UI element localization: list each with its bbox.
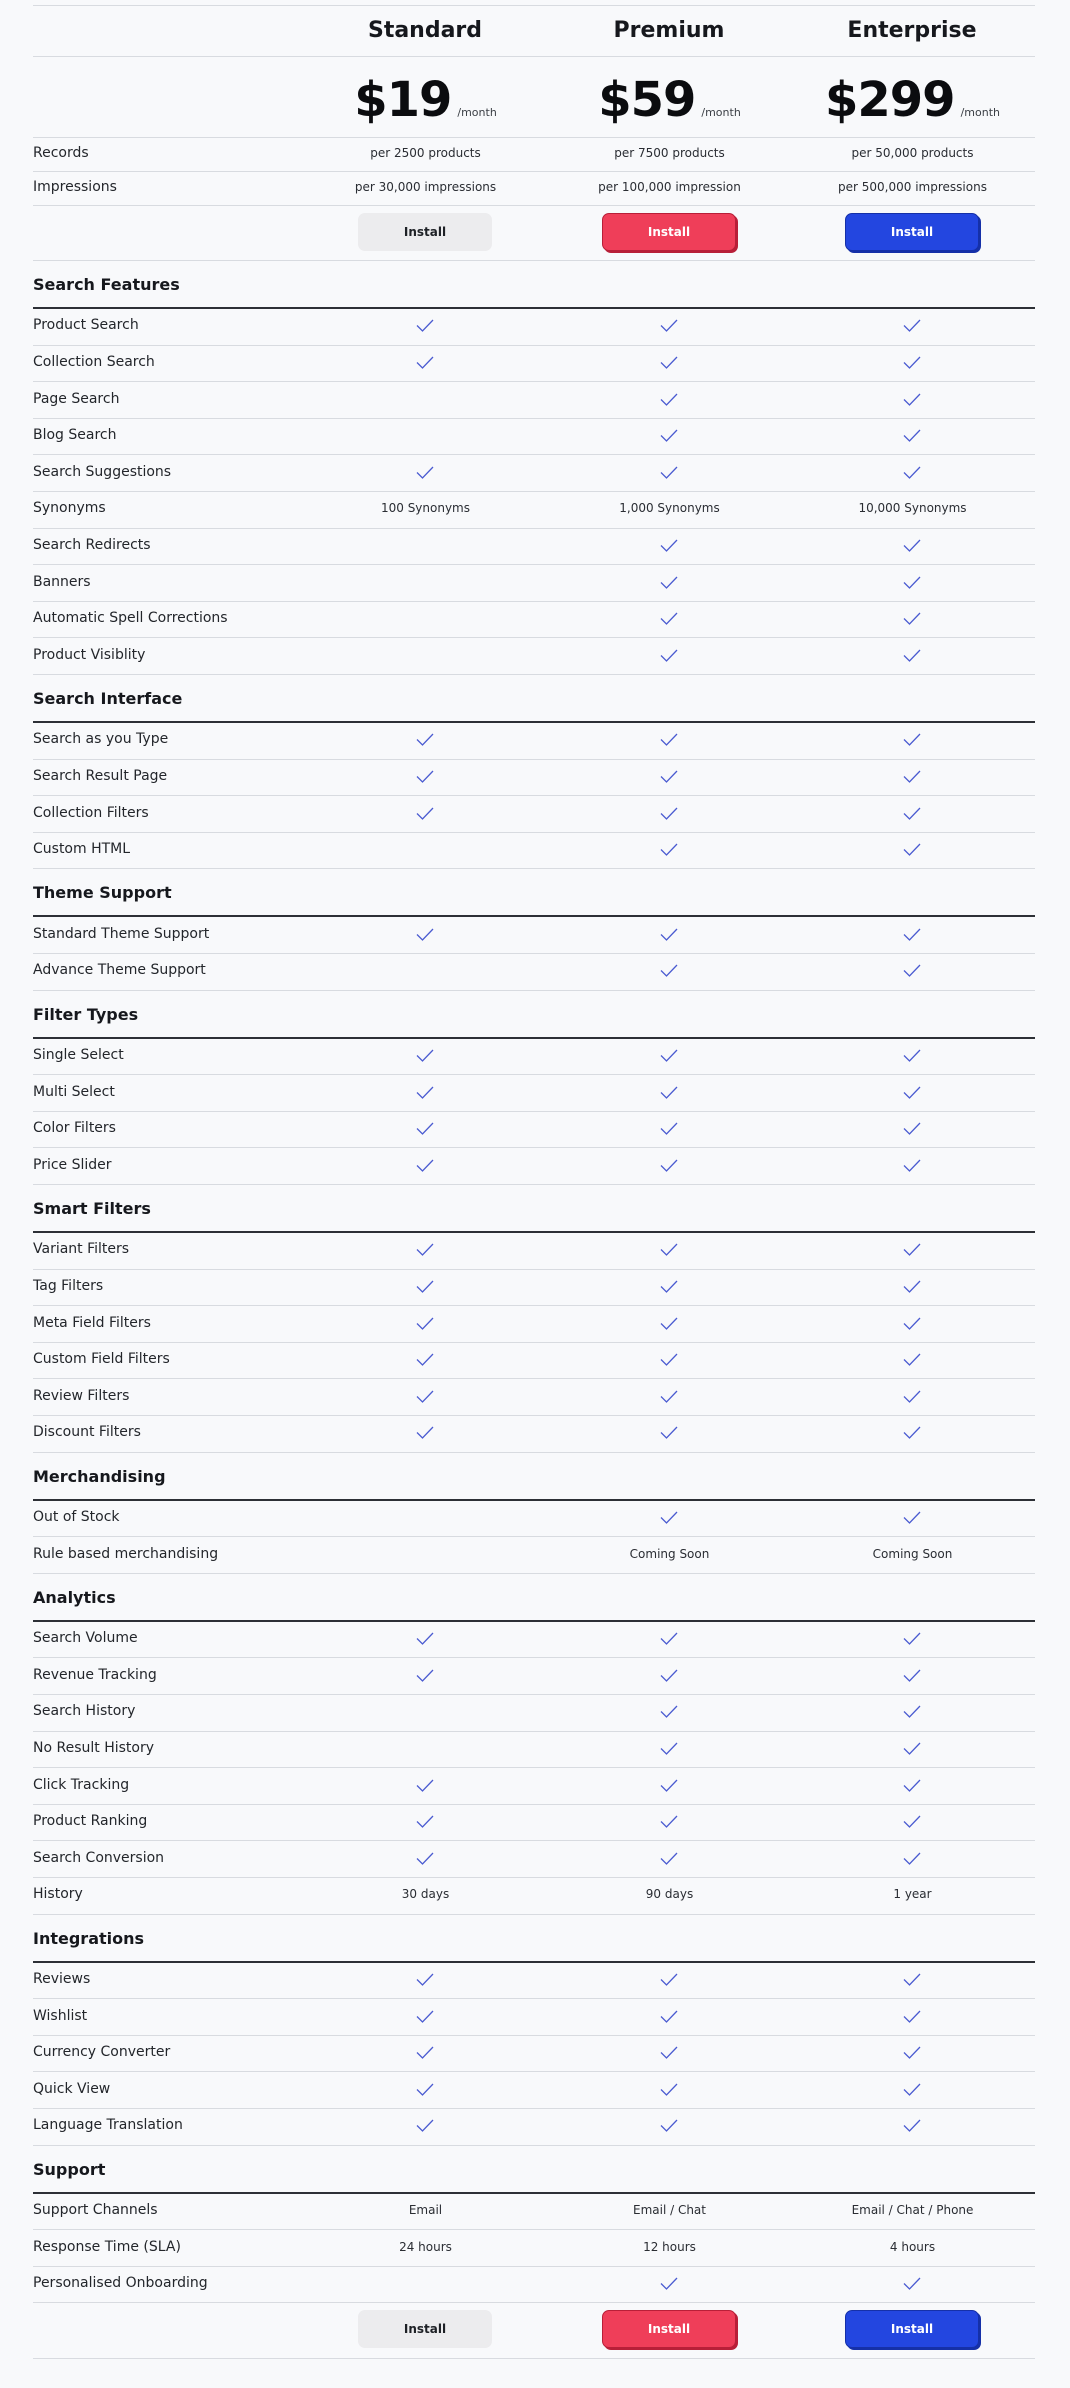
check-icon bbox=[660, 1705, 678, 1718]
row-divider bbox=[33, 2145, 1035, 2146]
feature-label: Color Filters bbox=[33, 1120, 116, 1137]
check-icon bbox=[903, 1669, 921, 1682]
check-icon bbox=[660, 393, 678, 406]
check-icon bbox=[903, 649, 921, 662]
row-divider bbox=[33, 953, 1035, 954]
row-divider bbox=[33, 1342, 1035, 1343]
row-divider bbox=[33, 990, 1035, 991]
check-icon bbox=[660, 964, 678, 977]
feature-value: Email bbox=[408, 2202, 443, 2217]
feature-value: 4 hours bbox=[889, 2239, 936, 2254]
check-icon bbox=[903, 1159, 921, 1172]
row-label: Records bbox=[33, 145, 89, 161]
check-icon bbox=[660, 2083, 678, 2096]
feature-label: Search History bbox=[33, 1703, 136, 1720]
check-icon bbox=[660, 1511, 678, 1524]
check-icon bbox=[903, 2010, 921, 2023]
section-title: Search Interface bbox=[33, 689, 183, 708]
feature-value: Email / Chat / Phone bbox=[851, 2202, 974, 2217]
plan-price bbox=[303, 72, 548, 128]
section-title: Support bbox=[33, 2159, 106, 2179]
check-icon bbox=[903, 612, 921, 625]
row-divider bbox=[33, 1914, 1035, 1915]
row-divider bbox=[33, 528, 1035, 529]
plan-impressions: per 100,000 impression bbox=[598, 180, 741, 194]
check-icon bbox=[660, 539, 678, 552]
check-icon bbox=[903, 770, 921, 783]
row-divider bbox=[33, 205, 1035, 206]
row-divider bbox=[33, 564, 1035, 565]
row-divider bbox=[33, 491, 1035, 492]
row-divider bbox=[33, 1536, 1035, 1537]
row-divider bbox=[33, 1573, 1035, 1574]
row-divider bbox=[33, 56, 1035, 57]
section-title: Analytics bbox=[33, 1587, 116, 1607]
row-divider bbox=[33, 1840, 1035, 1841]
price-period: /month bbox=[457, 106, 497, 119]
check-icon bbox=[660, 1632, 678, 1645]
check-icon bbox=[903, 466, 921, 479]
row-divider bbox=[33, 2071, 1035, 2072]
check-icon bbox=[903, 1632, 921, 1645]
price-amount: $19 bbox=[354, 72, 452, 128]
section-divider bbox=[33, 1499, 1035, 1501]
feature-label: Search Redirects bbox=[33, 536, 151, 553]
check-icon bbox=[416, 1426, 434, 1439]
feature-value: 30 days bbox=[401, 1887, 450, 1902]
check-icon bbox=[903, 1353, 921, 1366]
check-icon bbox=[903, 1049, 921, 1062]
check-icon bbox=[416, 770, 434, 783]
check-icon bbox=[903, 1426, 921, 1439]
check-icon bbox=[416, 1390, 434, 1403]
check-icon bbox=[660, 1122, 678, 1135]
check-icon bbox=[903, 964, 921, 977]
feature-label: Review Filters bbox=[33, 1387, 130, 1404]
check-icon bbox=[903, 393, 921, 406]
check-icon bbox=[903, 1973, 921, 1986]
check-icon bbox=[416, 1779, 434, 1792]
section-divider bbox=[33, 2192, 1035, 2194]
check-icon bbox=[903, 1742, 921, 1755]
feature-label: Product Visiblity bbox=[33, 646, 146, 663]
price-period: /month bbox=[701, 106, 741, 119]
check-icon bbox=[660, 770, 678, 783]
feature-label: Discount Filters bbox=[33, 1424, 141, 1441]
section-title: Search Features bbox=[33, 275, 180, 294]
row-divider bbox=[33, 1147, 1035, 1148]
feature-label: Search Result Page bbox=[33, 767, 168, 784]
check-icon bbox=[660, 2046, 678, 2059]
plan-impressions: per 500,000 impressions bbox=[838, 180, 987, 194]
check-icon bbox=[903, 539, 921, 552]
feature-label: Product Ranking bbox=[33, 1813, 148, 1830]
feature-label: Custom Field Filters bbox=[33, 1351, 170, 1368]
check-icon bbox=[903, 1086, 921, 1099]
feature-value: 24 hours bbox=[399, 2239, 452, 2254]
feature-label: Standard Theme Support bbox=[33, 925, 210, 942]
footer-install-button-enterprise[interactable]: Install bbox=[845, 2310, 979, 2348]
feature-value: 12 hours bbox=[643, 2239, 696, 2254]
feature-label: Collection Search bbox=[33, 353, 155, 370]
check-icon bbox=[903, 1280, 921, 1293]
row-divider bbox=[33, 1452, 1035, 1453]
feature-label: Search Suggestions bbox=[33, 463, 172, 480]
row-divider bbox=[33, 381, 1035, 382]
feature-label: No Result History bbox=[33, 1739, 155, 1756]
feature-label: Advance Theme Support bbox=[33, 962, 206, 979]
check-icon bbox=[660, 733, 678, 746]
check-icon bbox=[416, 466, 434, 479]
plan-price bbox=[790, 72, 1035, 128]
section-title: Theme Support bbox=[33, 883, 172, 903]
check-icon bbox=[416, 1973, 434, 1986]
install-button-standard[interactable]: Install bbox=[358, 213, 492, 251]
feature-label: Personalised Onboarding bbox=[33, 2275, 208, 2292]
feature-value: Coming Soon bbox=[872, 1546, 953, 1561]
section-divider bbox=[33, 307, 1035, 309]
feature-value: 100 Synonyms bbox=[380, 501, 471, 516]
feature-label: Product Search bbox=[33, 317, 139, 334]
row-divider bbox=[33, 137, 1035, 138]
check-icon bbox=[660, 1280, 678, 1293]
check-icon bbox=[416, 2083, 434, 2096]
feature-label: Reviews bbox=[33, 1970, 91, 1987]
check-icon bbox=[660, 1426, 678, 1439]
plan-impressions: per 30,000 impressions bbox=[354, 180, 497, 194]
feature-label: Currency Converter bbox=[33, 2044, 171, 2061]
check-icon bbox=[660, 429, 678, 442]
feature-value: 90 days bbox=[645, 1887, 694, 1902]
feature-label: Collection Filters bbox=[33, 804, 149, 821]
row-divider bbox=[33, 637, 1035, 638]
check-icon bbox=[416, 1317, 434, 1330]
row-divider bbox=[33, 1998, 1035, 1999]
check-icon bbox=[416, 1086, 434, 1099]
plan-name-standard: Standard bbox=[367, 18, 483, 43]
check-icon bbox=[660, 2277, 678, 2290]
row-divider bbox=[33, 1184, 1035, 1185]
row-divider bbox=[33, 1111, 1035, 1112]
check-icon bbox=[903, 429, 921, 442]
feature-label: Support Channels bbox=[33, 2201, 158, 2218]
feature-label: Automatic Spell Corrections bbox=[33, 610, 228, 627]
feature-label: Language Translation bbox=[33, 2117, 183, 2134]
check-icon bbox=[660, 1159, 678, 1172]
check-icon bbox=[416, 1852, 434, 1865]
feature-label: Click Tracking bbox=[33, 1776, 130, 1793]
check-icon bbox=[903, 1243, 921, 1256]
feature-label: Variant Filters bbox=[33, 1241, 130, 1258]
feature-label: Search as you Type bbox=[33, 731, 169, 748]
install-button-premium[interactable]: Install bbox=[602, 213, 736, 251]
check-icon bbox=[416, 1049, 434, 1062]
check-icon bbox=[660, 843, 678, 856]
feature-label: Custom HTML bbox=[33, 841, 131, 858]
row-divider bbox=[33, 5, 1035, 6]
check-icon bbox=[903, 2046, 921, 2059]
check-icon bbox=[903, 928, 921, 941]
check-icon bbox=[903, 1511, 921, 1524]
check-icon bbox=[903, 2277, 921, 2290]
row-divider bbox=[33, 674, 1035, 675]
section-divider bbox=[33, 1037, 1035, 1039]
check-icon bbox=[660, 1852, 678, 1865]
feature-value: 10,000 Synonyms bbox=[858, 501, 967, 516]
row-divider bbox=[33, 1378, 1035, 1379]
feature-label: Out of Stock bbox=[33, 1508, 120, 1525]
check-icon bbox=[660, 1779, 678, 1792]
check-icon bbox=[416, 319, 434, 332]
check-icon bbox=[660, 612, 678, 625]
feature-label: Tag Filters bbox=[33, 1277, 104, 1294]
check-icon bbox=[903, 1390, 921, 1403]
check-icon bbox=[416, 2119, 434, 2132]
row-divider bbox=[33, 2035, 1035, 2036]
row-divider bbox=[33, 171, 1035, 172]
check-icon bbox=[660, 1390, 678, 1403]
check-icon bbox=[416, 2010, 434, 2023]
check-icon bbox=[903, 2119, 921, 2132]
feature-label: History bbox=[33, 1886, 83, 1903]
check-icon bbox=[416, 1353, 434, 1366]
price-amount: $299 bbox=[824, 72, 955, 128]
section-divider bbox=[33, 721, 1035, 723]
check-icon bbox=[660, 1669, 678, 1682]
feature-label: Price Slider bbox=[33, 1156, 112, 1173]
row-divider bbox=[33, 2108, 1035, 2109]
plan-records: per 2500 products bbox=[370, 146, 481, 160]
row-divider bbox=[33, 868, 1035, 869]
row-divider bbox=[33, 1804, 1035, 1805]
row-divider bbox=[33, 260, 1035, 261]
section-title: Merchandising bbox=[33, 1466, 166, 1486]
row-divider bbox=[33, 2229, 1035, 2230]
check-icon bbox=[660, 466, 678, 479]
check-icon bbox=[416, 1669, 434, 1682]
check-icon bbox=[903, 2083, 921, 2096]
check-icon bbox=[660, 2010, 678, 2023]
feature-label: Search Conversion bbox=[33, 1849, 165, 1866]
check-icon bbox=[903, 1779, 921, 1792]
feature-label: Blog Search bbox=[33, 427, 117, 444]
row-divider bbox=[33, 795, 1035, 796]
check-icon bbox=[660, 576, 678, 589]
feature-value: 1 year bbox=[893, 1887, 932, 1902]
feature-label: Multi Select bbox=[33, 1083, 115, 1100]
check-icon bbox=[660, 1317, 678, 1330]
check-icon bbox=[660, 1243, 678, 1256]
plan-price bbox=[547, 72, 792, 128]
row-divider bbox=[33, 1074, 1035, 1075]
row-divider bbox=[33, 1731, 1035, 1732]
check-icon bbox=[903, 1122, 921, 1135]
check-icon bbox=[903, 1852, 921, 1865]
row-divider bbox=[33, 454, 1035, 455]
feature-label: Single Select bbox=[33, 1046, 124, 1063]
row-divider bbox=[33, 2358, 1035, 2359]
feature-label: Search Volume bbox=[33, 1630, 138, 1647]
row-divider bbox=[33, 601, 1035, 602]
check-icon bbox=[660, 649, 678, 662]
feature-value: Email / Chat bbox=[632, 2202, 706, 2217]
row-divider bbox=[33, 345, 1035, 346]
check-icon bbox=[903, 356, 921, 369]
check-icon bbox=[416, 807, 434, 820]
section-divider bbox=[33, 1231, 1035, 1233]
row-divider bbox=[33, 2266, 1035, 2267]
check-icon bbox=[660, 1815, 678, 1828]
install-button-enterprise[interactable]: Install bbox=[845, 213, 979, 251]
check-icon bbox=[660, 2119, 678, 2132]
check-icon bbox=[903, 576, 921, 589]
feature-value: Coming Soon bbox=[629, 1546, 710, 1561]
footer-install-button-standard[interactable]: Install bbox=[358, 2310, 492, 2348]
check-icon bbox=[416, 1815, 434, 1828]
row-label: Impressions bbox=[33, 179, 117, 195]
check-icon bbox=[416, 1632, 434, 1645]
row-divider bbox=[33, 1269, 1035, 1270]
check-icon bbox=[660, 1353, 678, 1366]
section-divider bbox=[33, 1961, 1035, 1963]
check-icon bbox=[416, 1280, 434, 1293]
check-icon bbox=[416, 1159, 434, 1172]
plan-records: per 7500 products bbox=[614, 146, 725, 160]
feature-label: Synonyms bbox=[33, 500, 106, 517]
check-icon bbox=[416, 1243, 434, 1256]
check-icon bbox=[416, 2046, 434, 2059]
section-title: Filter Types bbox=[33, 1004, 139, 1024]
check-icon bbox=[660, 928, 678, 941]
check-icon bbox=[903, 1317, 921, 1330]
feature-label: Quick View bbox=[33, 2080, 111, 2097]
check-icon bbox=[903, 1705, 921, 1718]
check-icon bbox=[660, 356, 678, 369]
plan-name-premium: Premium bbox=[613, 18, 725, 43]
row-divider bbox=[33, 759, 1035, 760]
check-icon bbox=[903, 319, 921, 332]
section-divider bbox=[33, 1620, 1035, 1622]
price-period: /month bbox=[960, 106, 1000, 119]
feature-value: 1,000 Synonyms bbox=[619, 501, 720, 516]
feature-label: Response Time (SLA) bbox=[33, 2238, 181, 2255]
row-divider bbox=[33, 1657, 1035, 1658]
check-icon bbox=[660, 319, 678, 332]
check-icon bbox=[903, 807, 921, 820]
row-divider bbox=[33, 1877, 1035, 1878]
check-icon bbox=[660, 1973, 678, 1986]
section-title: Integrations bbox=[33, 1928, 145, 1948]
check-icon bbox=[660, 1742, 678, 1755]
row-divider bbox=[33, 418, 1035, 419]
row-divider bbox=[33, 1415, 1035, 1416]
feature-label: Revenue Tracking bbox=[33, 1666, 157, 1683]
check-icon bbox=[416, 1122, 434, 1135]
footer-install-button-premium[interactable]: Install bbox=[602, 2310, 736, 2348]
check-icon bbox=[660, 807, 678, 820]
row-divider bbox=[33, 2302, 1035, 2303]
check-icon bbox=[903, 843, 921, 856]
feature-label: Meta Field Filters bbox=[33, 1314, 151, 1331]
check-icon bbox=[660, 1086, 678, 1099]
feature-label: Banners bbox=[33, 573, 91, 590]
row-divider bbox=[33, 1694, 1035, 1695]
feature-label: Page Search bbox=[33, 390, 120, 407]
plan-name-enterprise: Enterprise bbox=[847, 18, 977, 43]
plan-records: per 50,000 products bbox=[851, 146, 974, 160]
check-icon bbox=[903, 733, 921, 746]
row-divider bbox=[33, 1767, 1035, 1768]
row-divider bbox=[33, 832, 1035, 833]
feature-label: Wishlist bbox=[33, 2007, 88, 2024]
section-title: Smart Filters bbox=[33, 1199, 151, 1218]
check-icon bbox=[903, 1815, 921, 1828]
check-icon bbox=[416, 928, 434, 941]
feature-label: Rule based merchandising bbox=[33, 1545, 219, 1562]
section-divider bbox=[33, 915, 1035, 917]
check-icon bbox=[416, 733, 434, 746]
check-icon bbox=[416, 356, 434, 369]
row-divider bbox=[33, 1305, 1035, 1306]
check-icon bbox=[660, 1049, 678, 1062]
price-amount: $59 bbox=[598, 72, 696, 128]
